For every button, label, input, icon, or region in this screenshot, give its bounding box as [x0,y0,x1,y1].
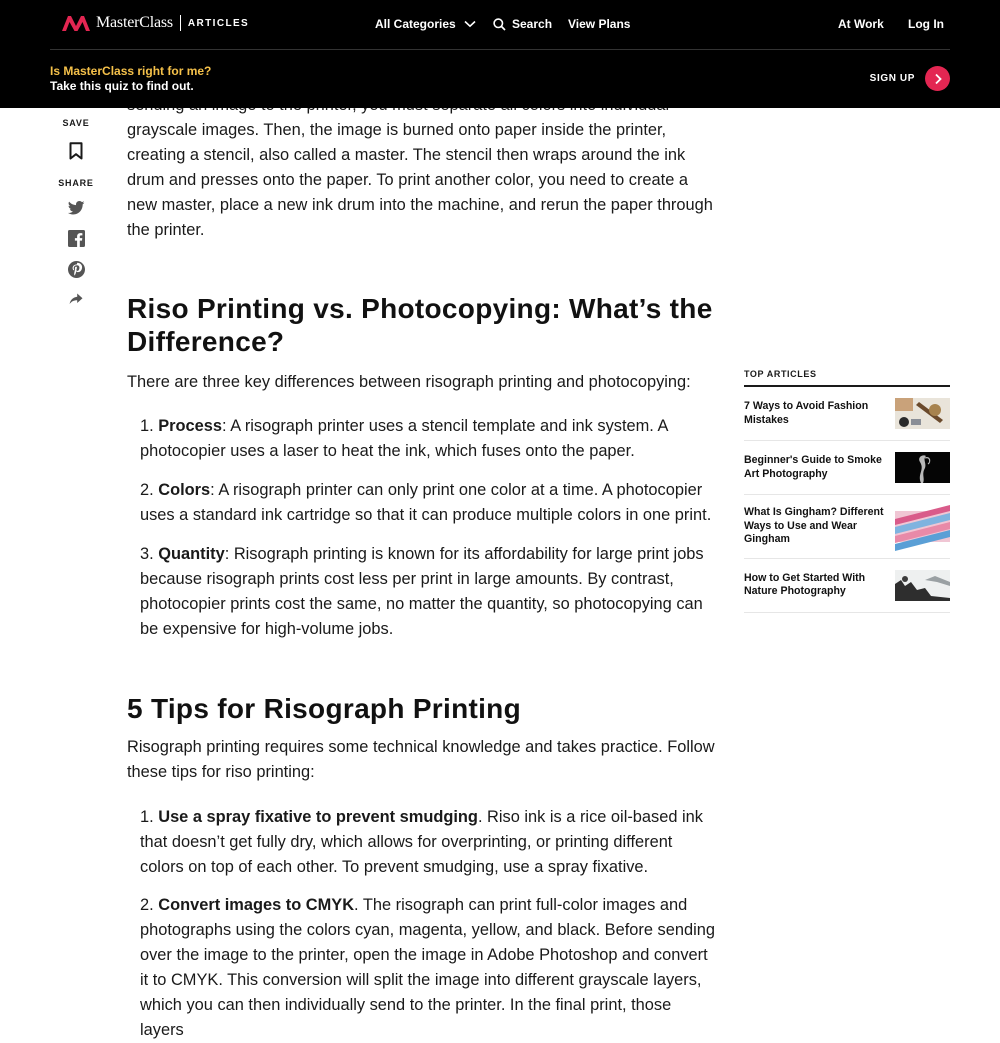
promo-question: Is MasterClass right for me? [50,64,212,78]
section-heading-tips: 5 Tips for Risograph Printing [127,693,521,724]
facebook-icon[interactable] [68,230,85,247]
masterclass-logo-icon [62,15,90,32]
share-arrow-icon[interactable] [69,293,83,305]
sign-up-button[interactable] [870,66,950,91]
top-article-title: 7 Ways to Avoid Fashion Mistakes [744,400,869,426]
sign-up-label: SIGN UP [869,73,915,84]
article-body [127,93,717,1043]
search-icon [493,18,506,31]
log-in-link[interactable]: Log In [908,17,944,31]
list-term: Process [158,417,223,435]
top-article-title: How to Get Started With Nature Photography [744,571,866,597]
pinterest-icon[interactable] [68,261,85,278]
top-article-item[interactable] [744,441,950,495]
site-header [0,0,1000,108]
list-number: 2. [140,896,154,914]
list-term: Quantity [158,545,225,563]
list-text: : Risograph printing is known for its affordability for large print jobs because risograph prints cost less per print in large amounts. By contrast, photocopier prints cost the same, no matter the quantity, so photocopying can be expensive for high-volume jobs. [140,545,704,638]
list-number: 1. [140,808,154,826]
list-term: Convert images to CMYK [158,896,355,914]
chevron-down-icon [464,20,476,28]
list-item [140,542,717,642]
quiz-promo[interactable] [50,64,211,94]
top-article-title: Beginner's Guide to Smoke Art Photography [744,454,882,480]
fashion-thumbnail-image [895,398,950,429]
list-text: . The risograph can print full-color images and photographs using the colors cyan, magenta, yellow, and black. Before sending over the image to the printer, open the image in Adobe Photoshop and convert it to CMYK. This conversion will split the image into different grayscale layers, which you can then individually send to the printer. In the final print, those layers [140,896,715,1039]
list-item [140,805,717,880]
top-articles-heading: TOP ARTICLES [744,369,950,387]
gingham-thumbnail-image [895,511,950,542]
list-number: 3. [140,545,154,563]
share-label: SHARE [58,178,94,188]
brand-section-label: ARTICLES [187,17,250,29]
list-term: Use a spray fixative to prevent smudging [158,808,478,826]
search-label: Search [512,17,553,31]
tips-list [140,805,717,1043]
top-article-title: What Is Gingham? Different Ways to Use and Wear Gingham [744,506,884,545]
top-article-item[interactable] [744,387,950,441]
list-item [140,893,717,1043]
list-item [140,478,717,528]
brand-name: MasterClass [96,14,173,31]
list-text: . Riso ink is a rice oil-based ink that doesn’t get fully dry, which allows for overprinting, or printing different colors on top of each other. To prevent smudging, use a spray fixative. [140,808,703,876]
section-lead: Risograph printing requires some technical knowledge and takes practice. Follow these tips for riso printing: [127,738,715,781]
list-text: : A risograph printer can only print one color at a time. A photocopier uses a standard ink cartridge so that it can produce multiple colors in one print. [140,481,712,524]
promo-cta: Take this quiz to find out. [50,79,194,93]
sign-up-circle [925,66,950,91]
list-term: Colors [158,481,211,499]
top-article-item[interactable] [744,495,950,559]
section-heading-riso-vs-photocopying: Riso Printing vs. Photocopying: What’s the Difference? [127,293,713,357]
all-categories-dropdown[interactable] [375,17,476,31]
search-button[interactable] [493,17,552,31]
list-text: : A risograph printer uses a stencil template and ink system. A photocopier uses a laser to heat the ink, which fuses onto the paper. [140,417,668,460]
top-articles-sidebar [744,369,950,613]
list-number: 2. [140,481,154,499]
differences-list [140,414,717,642]
top-article-item[interactable] [744,559,950,613]
chevron-right-icon [933,73,943,85]
all-categories-label: All Categories [375,17,456,31]
list-item [140,414,717,464]
smoke-art-thumbnail-image [895,452,950,483]
nature-photography-thumbnail-image [895,570,950,601]
share-rail [50,118,102,305]
section-lead: There are three key differences between risograph printing and photocopying: [127,373,691,391]
logo[interactable] [62,14,249,32]
twitter-icon[interactable] [68,201,85,215]
intro-paragraph: grayscale images. Then, the image is burned onto paper inside the printer, creating a stencil, also called a master. The stencil then wraps around the ink drum and presses onto the paper. To print another color, you need to create a new master, place a new ink drum into the machine, and rerun the paper through the printer. [127,121,713,239]
list-number: 1. [140,417,154,435]
save-label: SAVE [62,118,90,128]
at-work-link[interactable]: At Work [838,17,884,31]
view-plans-link[interactable]: View Plans [568,17,631,31]
bookmark-icon[interactable] [69,142,83,160]
top-nav [50,0,950,50]
brand-divider [180,15,181,31]
